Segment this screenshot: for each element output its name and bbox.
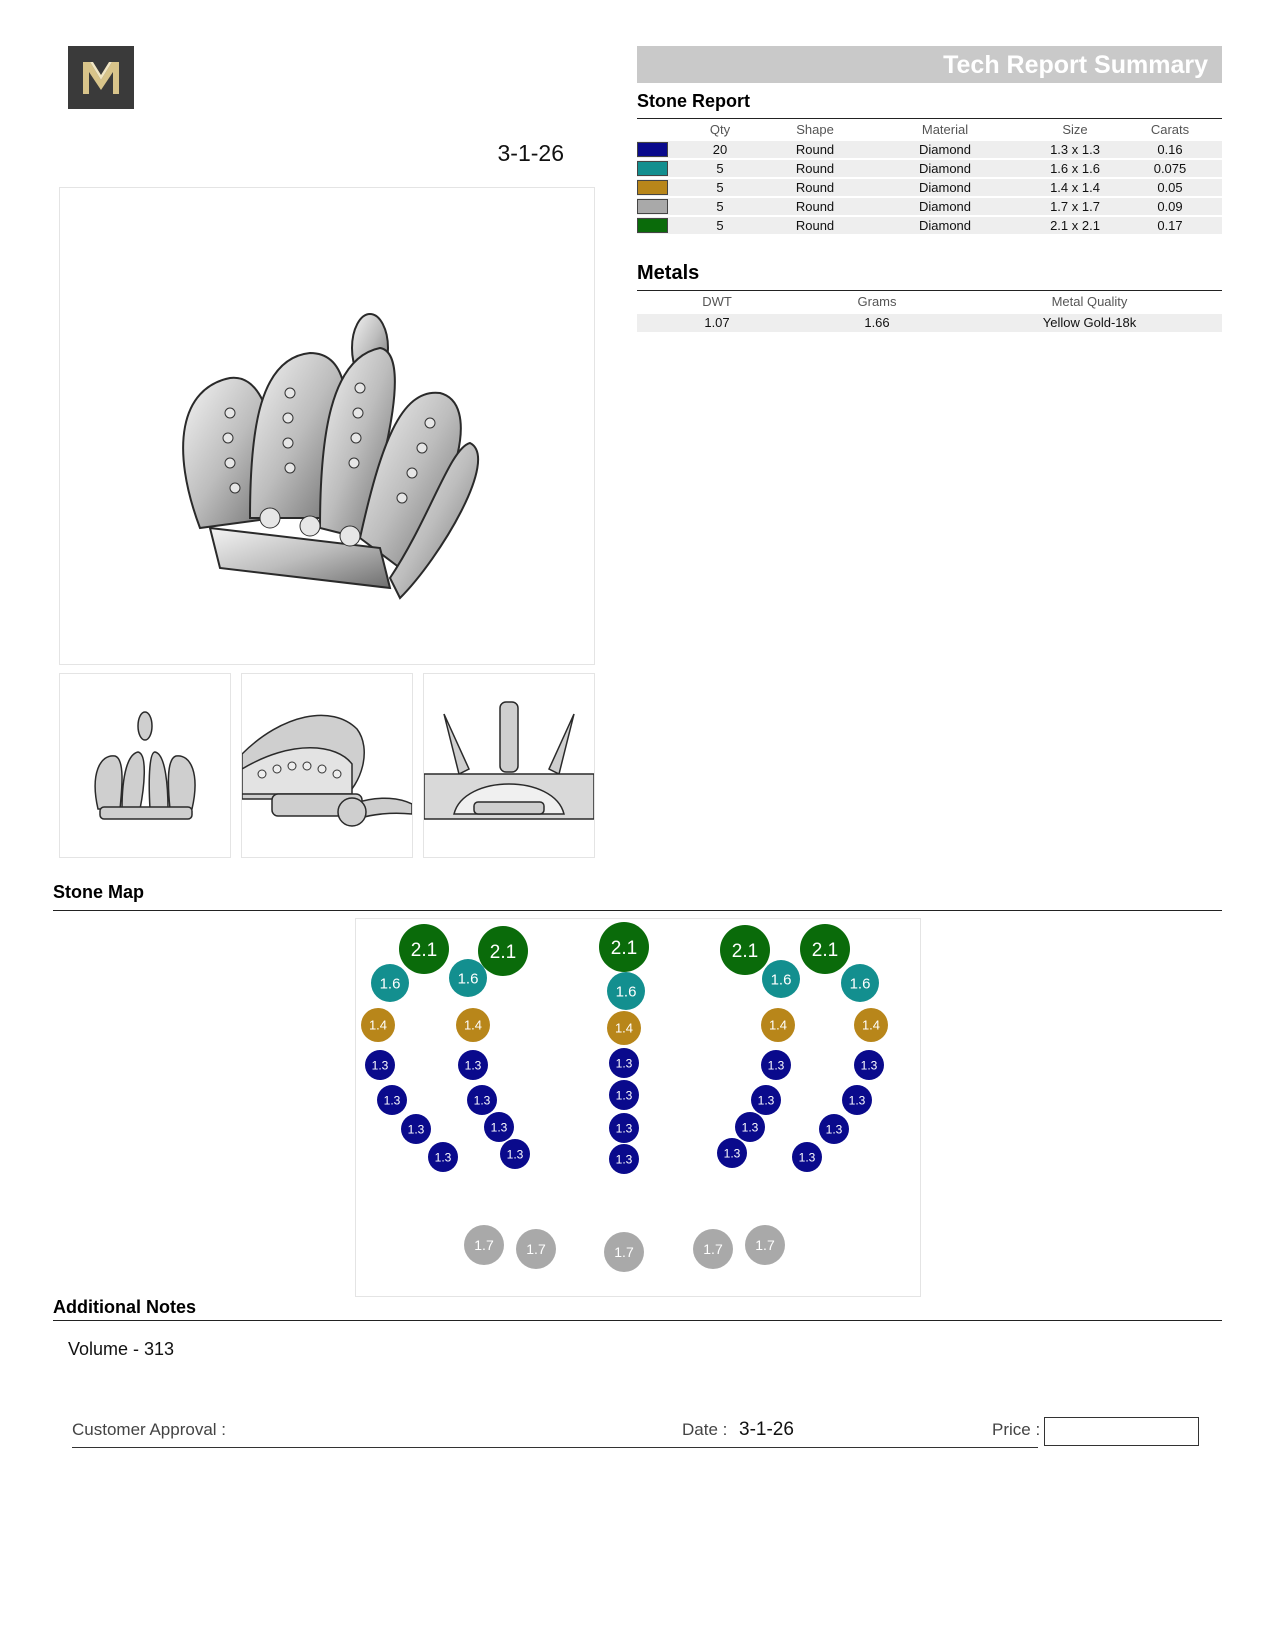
stone-marker-1-6 [449, 959, 487, 997]
stone-shape: Round [795, 161, 835, 176]
stone-marker-2-1 [399, 924, 449, 974]
stone-size-label: 1.3 [767, 1058, 785, 1073]
stone-marker-1-3 [484, 1112, 514, 1142]
stone-material: Diamond [918, 199, 972, 214]
stone-size: 1.3 x 1.3 [1050, 142, 1100, 157]
stone-marker-1-3 [609, 1080, 639, 1110]
stone-size-label: 1.3 [434, 1150, 452, 1165]
approval-date-value: 3-1-26 [739, 1419, 794, 1440]
column-header-dwt: DWT [702, 294, 732, 309]
stone-color-swatch [637, 142, 668, 157]
stone-report-heading: Stone Report [637, 91, 751, 111]
report-title: Tech Report Summary [943, 51, 1208, 79]
stone-marker-1-3 [467, 1085, 497, 1115]
stone-color-swatch [637, 199, 668, 214]
stone-marker-1-3 [365, 1050, 395, 1080]
stone-size-label: 1.7 [526, 1241, 546, 1258]
metal-row [637, 314, 1222, 332]
stone-marker-1-3 [428, 1142, 458, 1172]
price-field[interactable] [1044, 1417, 1199, 1446]
column-header-grams: Grams [857, 294, 897, 309]
stone-size-label: 1.3 [757, 1093, 775, 1108]
stone-marker-1-3 [609, 1113, 639, 1143]
stone-shape: Round [795, 180, 835, 195]
stone-size-label: 1.7 [755, 1237, 775, 1254]
stone-size-label: 1.4 [368, 1017, 388, 1033]
stone-size-label: 1.3 [464, 1058, 482, 1073]
stone-size-label: 2.1 [610, 937, 638, 959]
stone-size-label: 2.1 [811, 939, 839, 961]
stone-size-label: 1.7 [703, 1241, 723, 1258]
stone-shape: Round [795, 142, 835, 157]
stone-marker-1-4 [761, 1008, 795, 1042]
stone-row [637, 217, 1222, 234]
stone-size-label: 1.3 [825, 1122, 843, 1137]
stone-marker-1-4 [456, 1008, 490, 1042]
stone-marker-1-7 [464, 1225, 504, 1265]
stone-qty: 5 [716, 180, 724, 195]
stone-size-label: 1.3 [506, 1147, 524, 1162]
stone-qty: 20 [712, 142, 728, 157]
crown-pendant-front-thumbnail [59, 673, 231, 858]
stone-size: 2.1 x 2.1 [1050, 218, 1100, 233]
stone-size-label: 1.3 [383, 1093, 401, 1108]
stone-marker-1-7 [745, 1225, 785, 1265]
stone-size-label: 2.1 [489, 941, 517, 963]
stone-marker-1-3 [854, 1050, 884, 1080]
stone-size-label: 1.3 [741, 1120, 759, 1135]
stone-size-label: 1.6 [457, 970, 479, 988]
stone-marker-1-4 [361, 1008, 395, 1042]
stone-qty: 5 [716, 218, 724, 233]
metals-heading: Metals [637, 262, 700, 284]
stone-marker-1-3 [735, 1112, 765, 1142]
stone-size-label: 1.7 [474, 1237, 494, 1254]
stone-row [637, 179, 1222, 196]
crown-pendant-main-render [59, 187, 595, 665]
stone-shape: Round [795, 199, 835, 214]
stone-size: 1.4 x 1.4 [1050, 180, 1100, 195]
stone-size-label: 1.6 [849, 975, 871, 993]
stone-size-label: 1.3 [615, 1088, 633, 1103]
crown-pendant-side-thumbnail [241, 673, 413, 858]
crown-pendant-top-thumbnail [423, 673, 595, 858]
stone-map-diagram [355, 918, 921, 1297]
stone-marker-1-3 [377, 1085, 407, 1115]
column-header-material: Material [921, 122, 969, 137]
stone-size-label: 2.1 [410, 939, 438, 961]
stone-size-label: 1.3 [798, 1150, 816, 1165]
stone-marker-2-1 [478, 926, 528, 976]
stone-size-label: 1.3 [615, 1152, 633, 1167]
stone-marker-1-3 [761, 1050, 791, 1080]
stone-size-label: 1.3 [848, 1093, 866, 1108]
stone-size-label: 1.7 [614, 1244, 634, 1261]
stone-size-label: 1.4 [614, 1020, 634, 1036]
stone-marker-1-3 [401, 1114, 431, 1144]
stone-marker-1-7 [604, 1232, 644, 1272]
stone-shape: Round [795, 218, 835, 233]
company-logo [68, 46, 134, 109]
stone-row [637, 198, 1222, 215]
stone-size-label: 1.3 [490, 1120, 508, 1135]
stone-row [637, 141, 1222, 158]
m-logo-icon [68, 46, 134, 109]
stone-report-divider [637, 118, 1222, 119]
stone-material: Diamond [918, 142, 972, 157]
stone-carats: 0.075 [1153, 161, 1187, 176]
stone-marker-2-1 [720, 925, 770, 975]
stone-size: 1.7 x 1.7 [1050, 199, 1100, 214]
stone-map-heading: Stone Map [53, 882, 145, 902]
stone-marker-1-4 [607, 1011, 641, 1045]
metals-divider [637, 290, 1222, 291]
stone-marker-1-3 [819, 1114, 849, 1144]
stone-color-swatch [637, 218, 668, 233]
metal-grams: 1.66 [864, 315, 890, 330]
stone-marker-1-7 [693, 1229, 733, 1269]
stone-marker-1-3 [792, 1142, 822, 1172]
stone-material: Diamond [918, 180, 972, 195]
additional-notes-divider [53, 1320, 1222, 1321]
stone-carats: 0.16 [1157, 142, 1183, 157]
stone-marker-1-3 [751, 1085, 781, 1115]
stone-row [637, 160, 1222, 177]
stone-size-label: 1.3 [723, 1146, 741, 1161]
stone-size-label: 1.3 [615, 1056, 633, 1071]
stone-qty: 5 [716, 161, 724, 176]
stone-marker-1-3 [609, 1144, 639, 1174]
stone-color-swatch [637, 180, 668, 195]
stone-marker-1-6 [841, 964, 879, 1002]
stone-size-label: 1.3 [473, 1093, 491, 1108]
report-date: 3-1-26 [497, 140, 564, 166]
metal-quality: Yellow Gold-18k [1042, 315, 1137, 330]
metal-dwt: 1.07 [704, 315, 730, 330]
stone-size-label: 1.4 [463, 1017, 483, 1033]
stone-carats: 0.05 [1157, 180, 1183, 195]
stone-marker-1-3 [500, 1139, 530, 1169]
column-header-size: Size [1062, 122, 1088, 137]
stone-size-label: 1.4 [861, 1017, 881, 1033]
stone-size-label: 1.3 [860, 1058, 878, 1073]
stone-size-label: 1.6 [770, 971, 792, 989]
report-title-bar [637, 46, 1222, 83]
stone-marker-1-4 [854, 1008, 888, 1042]
stone-size-label: 1.3 [615, 1121, 633, 1136]
stone-carats: 0.17 [1157, 218, 1183, 233]
customer-approval-signature-line[interactable] [72, 1447, 1038, 1448]
stone-size-label: 1.3 [371, 1058, 389, 1073]
stone-marker-1-6 [371, 964, 409, 1002]
column-header-qty: Qty [709, 122, 731, 137]
stone-size-label: 1.3 [407, 1122, 425, 1137]
stone-size-label: 1.6 [379, 975, 401, 993]
stone-size-label: 1.4 [768, 1017, 788, 1033]
stone-carats: 0.09 [1157, 199, 1183, 214]
stone-marker-1-6 [607, 972, 645, 1010]
stone-marker-1-3 [458, 1050, 488, 1080]
stone-size-label: 1.6 [615, 983, 637, 1001]
additional-notes-text: Volume - 313 [68, 1339, 175, 1359]
stone-marker-1-3 [717, 1138, 747, 1168]
stone-marker-1-3 [842, 1085, 872, 1115]
additional-notes-heading: Additional Notes [53, 1297, 196, 1317]
stone-marker-1-6 [762, 960, 800, 998]
stone-size: 1.6 x 1.6 [1050, 161, 1100, 176]
stone-material: Diamond [918, 161, 972, 176]
stone-map-svg [356, 919, 920, 1296]
stone-qty: 5 [716, 199, 724, 214]
customer-approval-label: Customer Approval : [72, 1420, 227, 1439]
stone-marker-1-7 [516, 1229, 556, 1269]
stone-material: Diamond [918, 218, 972, 233]
stone-marker-2-1 [599, 922, 649, 972]
column-header-metal-quality: Metal Quality [1051, 294, 1128, 309]
stone-marker-1-3 [609, 1048, 639, 1078]
approval-date-label: Date : [682, 1420, 728, 1439]
column-header-carats: Carats [1150, 122, 1190, 137]
stone-color-swatch [637, 161, 668, 176]
column-header-shape: Shape [796, 122, 834, 137]
stone-map-divider [53, 910, 1222, 911]
price-label: Price : [992, 1420, 1041, 1439]
stone-marker-2-1 [800, 924, 850, 974]
stone-size-label: 2.1 [731, 940, 759, 962]
